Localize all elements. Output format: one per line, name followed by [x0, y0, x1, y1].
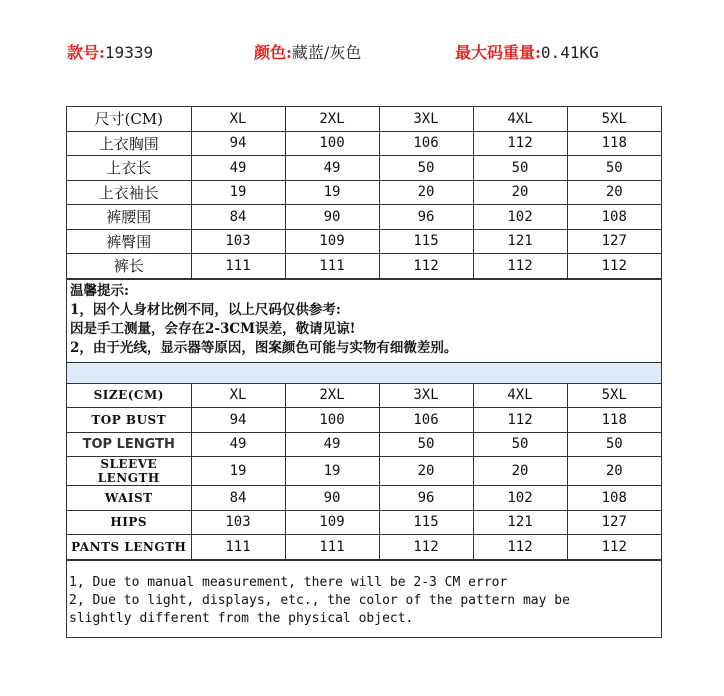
- note-line: slightly different from the physical object.: [69, 610, 414, 626]
- max-weight-label: 最大码重量:: [455, 43, 541, 62]
- measurement-label: 上衣长: [67, 156, 191, 181]
- measurement-value: 111: [191, 254, 285, 279]
- measurement-value: 108: [567, 486, 661, 511]
- measurement-label: WAIST: [67, 486, 191, 511]
- size-notes-en: [67, 560, 661, 637]
- measurement-value: 127: [567, 510, 661, 535]
- measurement-value: 20: [379, 457, 473, 486]
- measurement-label: 上衣袖长: [67, 180, 191, 205]
- measurement-value: 84: [191, 205, 285, 230]
- color-label: 颜色:: [254, 43, 292, 62]
- product-header: [0, 40, 724, 66]
- measurement-value: 121: [473, 510, 567, 535]
- measurement-value: 20: [567, 457, 661, 486]
- table-row: [67, 457, 661, 486]
- measurement-label: 裤长: [67, 254, 191, 279]
- table-row: [67, 535, 661, 560]
- section-divider: [67, 362, 661, 384]
- size-chart: [66, 106, 662, 638]
- measurement-value: 19: [285, 457, 379, 486]
- measurement-value: 103: [191, 229, 285, 254]
- measurement-value: 111: [191, 535, 285, 560]
- measurement-value: 109: [285, 229, 379, 254]
- measurement-value: 49: [191, 432, 285, 457]
- size-header-cell: 3XL: [379, 384, 473, 408]
- measurement-value: 49: [285, 156, 379, 181]
- measurement-value: 112: [567, 254, 661, 279]
- size-header-cell: 2XL: [285, 107, 379, 131]
- measurement-label: HIPS: [67, 510, 191, 535]
- size-header-cell: 5XL: [567, 107, 661, 131]
- measurement-value: 111: [285, 254, 379, 279]
- table-row: [67, 205, 661, 230]
- note-line: 2, Due to light, displays, etc., the color of the pattern may be: [69, 592, 570, 608]
- measurement-value: 112: [473, 131, 567, 156]
- size-notes-cn: [67, 279, 661, 362]
- measurement-value: 90: [285, 205, 379, 230]
- measurement-label: 上衣胸围: [67, 131, 191, 156]
- measurement-value: 103: [191, 510, 285, 535]
- measurement-value: 50: [473, 432, 567, 457]
- measurement-label: TOP LENGTH: [67, 432, 191, 457]
- measurement-value: 90: [285, 486, 379, 511]
- measurement-value: 96: [379, 205, 473, 230]
- measurement-label: SLEEVE LENGTH: [67, 457, 191, 486]
- style-number-value: 19339: [104, 43, 154, 62]
- table-row: [67, 254, 661, 279]
- max-weight-value: 0.41KG: [540, 43, 599, 62]
- measurement-value: 108: [567, 205, 661, 230]
- measurement-value: 20: [567, 180, 661, 205]
- measurement-value: 102: [473, 205, 567, 230]
- measurement-value: 115: [379, 229, 473, 254]
- measurement-value: 20: [379, 180, 473, 205]
- measurement-value: 50: [473, 156, 567, 181]
- size-header-cell: 4XL: [473, 107, 567, 131]
- measurement-value: 50: [379, 156, 473, 181]
- size-header-cell: 3XL: [379, 107, 473, 131]
- measurement-value: 127: [567, 229, 661, 254]
- measurement-value: 112: [379, 254, 473, 279]
- table-row: [67, 432, 661, 457]
- style-number: [67, 40, 153, 63]
- note-line: 因是手工测量，会存在2-3CM误差，敬请见谅!: [70, 320, 356, 337]
- measurement-label: 裤腰围: [67, 205, 191, 230]
- measurement-value: 111: [285, 535, 379, 560]
- size-table-cn: [67, 107, 661, 279]
- measurement-value: 112: [473, 535, 567, 560]
- measurement-label: TOP BUST: [67, 408, 191, 433]
- table-header-row: [67, 107, 661, 131]
- note-line: 1，因个人身材比例不同，以上尺码仅供参考:: [70, 301, 341, 318]
- measurement-value: 112: [567, 535, 661, 560]
- size-header-cell: 4XL: [473, 384, 567, 408]
- measurement-value: 20: [473, 180, 567, 205]
- note-line: 1, Due to manual measurement, there will be 2-3 CM error: [69, 574, 508, 590]
- measurement-value: 94: [191, 408, 285, 433]
- table-header-row: [67, 384, 661, 408]
- size-column-header: SIZE(CM): [67, 384, 191, 408]
- measurement-value: 100: [285, 131, 379, 156]
- measurement-value: 19: [285, 180, 379, 205]
- size-header-cell: 5XL: [567, 384, 661, 408]
- size-table-en: [67, 384, 661, 560]
- measurement-value: 94: [191, 131, 285, 156]
- measurement-value: 106: [379, 131, 473, 156]
- measurement-value: 112: [473, 254, 567, 279]
- measurement-value: 115: [379, 510, 473, 535]
- color-info: [254, 40, 361, 63]
- measurement-value: 121: [473, 229, 567, 254]
- measurement-value: 50: [379, 432, 473, 457]
- size-header-cell: 2XL: [285, 384, 379, 408]
- measurement-label: 裤臀围: [67, 229, 191, 254]
- style-number-label: 款号:: [67, 43, 105, 62]
- size-header-cell: XL: [191, 107, 285, 131]
- table-row: [67, 486, 661, 511]
- measurement-value: 19: [191, 457, 285, 486]
- measurement-value: 49: [285, 432, 379, 457]
- measurement-value: 106: [379, 408, 473, 433]
- table-row: [67, 131, 661, 156]
- measurement-value: 20: [473, 457, 567, 486]
- measurement-value: 84: [191, 486, 285, 511]
- table-row: [67, 180, 661, 205]
- table-row: [67, 156, 661, 181]
- measurement-value: 118: [567, 408, 661, 433]
- size-column-header: 尺寸(CM): [67, 107, 191, 131]
- measurement-value: 112: [379, 535, 473, 560]
- measurement-value: 49: [191, 156, 285, 181]
- note-line: 温馨提示:: [70, 282, 129, 299]
- measurement-label: PANTS LENGTH: [67, 535, 191, 560]
- table-row: [67, 510, 661, 535]
- measurement-value: 50: [567, 432, 661, 457]
- measurement-value: 112: [473, 408, 567, 433]
- size-header-cell: XL: [191, 384, 285, 408]
- max-weight: [455, 40, 599, 63]
- measurement-value: 109: [285, 510, 379, 535]
- note-line: 2，由于光线，显示器等原因，图案颜色可能与实物有细微差别。: [70, 339, 458, 356]
- table-row: [67, 408, 661, 433]
- measurement-value: 100: [285, 408, 379, 433]
- measurement-value: 102: [473, 486, 567, 511]
- measurement-value: 50: [567, 156, 661, 181]
- color-value: 藏蓝/灰色: [291, 43, 362, 62]
- table-row: [67, 229, 661, 254]
- measurement-value: 118: [567, 131, 661, 156]
- measurement-value: 96: [379, 486, 473, 511]
- measurement-value: 19: [191, 180, 285, 205]
